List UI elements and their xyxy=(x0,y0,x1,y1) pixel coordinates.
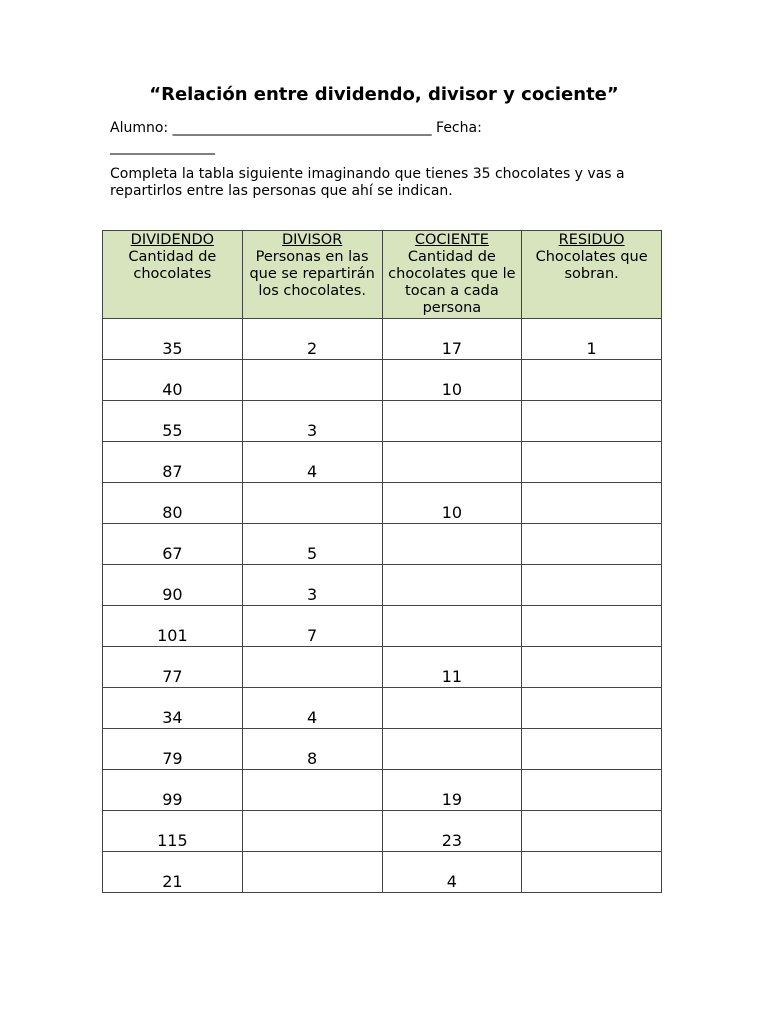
table-row xyxy=(103,483,662,524)
residuo-cell: 1 xyxy=(522,319,662,360)
cociente-cell xyxy=(382,565,522,606)
table-row xyxy=(103,401,662,442)
dividendo-cell: 55 xyxy=(103,401,243,442)
dividendo-cell: 80 xyxy=(103,483,243,524)
cociente-cell: 10 xyxy=(382,483,522,524)
header-name: COCIENTE xyxy=(414,232,489,248)
divisor-cell: 2 xyxy=(242,319,382,360)
header-name: DIVIDENDO xyxy=(130,232,215,248)
residuo-cell xyxy=(522,442,662,483)
table-row xyxy=(103,852,662,893)
dividendo-cell: 77 xyxy=(103,647,243,688)
table-row xyxy=(103,606,662,647)
residuo-cell xyxy=(522,606,662,647)
cociente-cell xyxy=(382,688,522,729)
header-residuo xyxy=(522,231,662,319)
header-description: Personas en las que se repartirán los chocolates. xyxy=(249,249,375,299)
divisor-cell: 7 xyxy=(242,606,382,647)
residuo-cell xyxy=(522,524,662,565)
dividendo-cell: 87 xyxy=(103,442,243,483)
table-body xyxy=(103,319,662,893)
residuo-cell xyxy=(522,483,662,524)
table-row xyxy=(103,770,662,811)
residuo-cell xyxy=(522,360,662,401)
residuo-cell xyxy=(522,688,662,729)
table-row xyxy=(103,811,662,852)
residuo-cell xyxy=(522,565,662,606)
header-dividendo xyxy=(103,231,243,319)
table-row xyxy=(103,565,662,606)
divisor-cell xyxy=(242,852,382,893)
dividendo-cell: 79 xyxy=(103,729,243,770)
divisor-cell: 4 xyxy=(242,688,382,729)
cociente-cell xyxy=(382,606,522,647)
division-table xyxy=(102,230,662,893)
cociente-cell xyxy=(382,401,522,442)
header-description: Chocolates que sobran. xyxy=(535,249,648,282)
residuo-cell xyxy=(522,401,662,442)
dividendo-cell: 99 xyxy=(103,770,243,811)
dividendo-cell: 67 xyxy=(103,524,243,565)
divisor-cell xyxy=(242,770,382,811)
instructions-text: Completa la tabla siguiente imaginando que tienes 35 chocolates y vas a repartirlos entre las personas que ahí se indican. xyxy=(110,166,625,199)
dividendo-cell: 35 xyxy=(103,319,243,360)
divisor-cell: 4 xyxy=(242,442,382,483)
divisor-cell: 3 xyxy=(242,401,382,442)
header-description: Cantidad de chocolates xyxy=(128,249,217,282)
divisor-cell xyxy=(242,647,382,688)
residuo-cell xyxy=(522,647,662,688)
header-cociente xyxy=(382,231,522,319)
residuo-cell xyxy=(522,729,662,770)
table-row xyxy=(103,319,662,360)
cociente-cell xyxy=(382,442,522,483)
residuo-cell xyxy=(522,852,662,893)
cociente-cell: 10 xyxy=(382,360,522,401)
header-name: RESIDUO xyxy=(558,232,625,248)
cociente-cell: 19 xyxy=(382,770,522,811)
cociente-cell: 23 xyxy=(382,811,522,852)
student-date-line: Alumno: _____________________________________ Fecha: _______________ xyxy=(110,120,482,155)
dividendo-cell: 115 xyxy=(103,811,243,852)
divisor-cell xyxy=(242,811,382,852)
table-row xyxy=(103,442,662,483)
divisor-cell: 5 xyxy=(242,524,382,565)
dividendo-cell: 21 xyxy=(103,852,243,893)
residuo-cell xyxy=(522,811,662,852)
table-header-row xyxy=(103,231,662,319)
dividendo-cell: 90 xyxy=(103,565,243,606)
divisor-cell xyxy=(242,360,382,401)
table-row xyxy=(103,360,662,401)
dividendo-cell: 101 xyxy=(103,606,243,647)
divisor-cell: 8 xyxy=(242,729,382,770)
divisor-cell: 3 xyxy=(242,565,382,606)
table-row xyxy=(103,729,662,770)
table-row xyxy=(103,688,662,729)
cociente-cell xyxy=(382,729,522,770)
dividendo-cell: 40 xyxy=(103,360,243,401)
header-divisor xyxy=(242,231,382,319)
worksheet-title: “Relación entre dividendo, divisor y cociente” xyxy=(149,84,619,105)
residuo-cell xyxy=(522,770,662,811)
cociente-cell: 11 xyxy=(382,647,522,688)
cociente-cell: 17 xyxy=(382,319,522,360)
divisor-cell xyxy=(242,483,382,524)
cociente-cell: 4 xyxy=(382,852,522,893)
cociente-cell xyxy=(382,524,522,565)
header-description: Cantidad de chocolates que le tocan a cada persona xyxy=(388,249,516,316)
table-row xyxy=(103,647,662,688)
dividendo-cell: 34 xyxy=(103,688,243,729)
header-name: DIVISOR xyxy=(281,232,343,248)
table-row xyxy=(103,524,662,565)
